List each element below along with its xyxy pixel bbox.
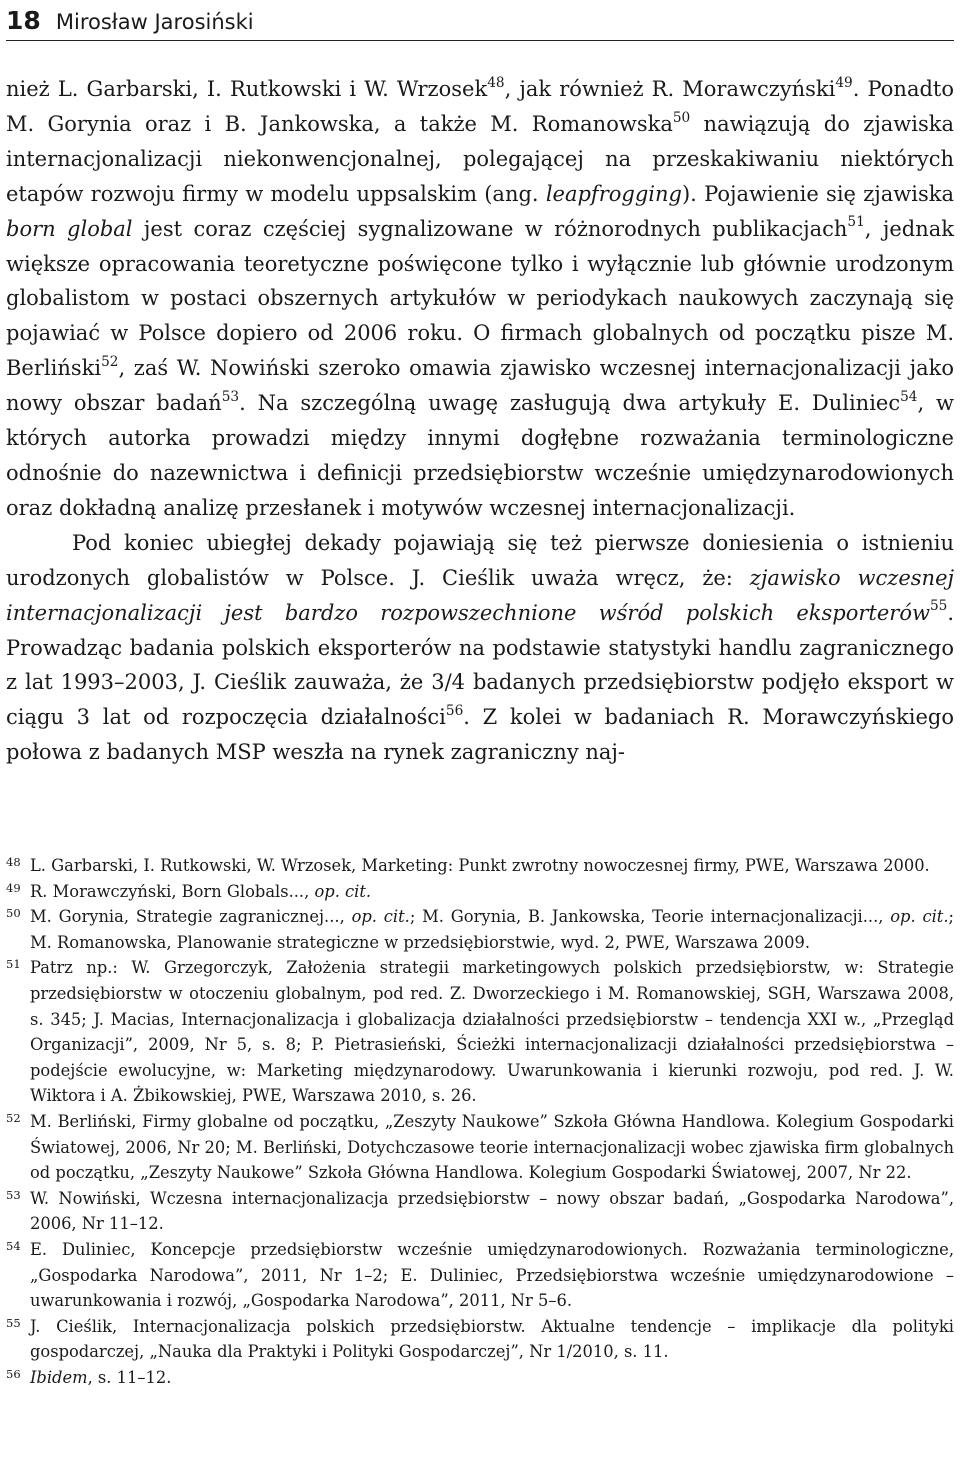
footnote-text — [30, 1368, 171, 1387]
footnote-number: 49 — [6, 880, 21, 895]
italic-text: leapfrogging — [545, 181, 682, 206]
footnotes — [6, 853, 954, 1390]
text-run: , zaś W. Nowiński szeroko omawia zjawisko wczesnej internacjonalizacji jako nowy obszar badań — [6, 356, 954, 416]
page-number: 18 — [6, 6, 41, 35]
text-run: Patrz np.: W. Grzegorczyk, Założenia strategii marketingowych polskich przedsiębiorstw, w: Strategie przedsiębiorstw w otoczeniu globalnym, pod red. Z. Dworzeckiego i M. Romanowskiej, SGH, Warszawa 2008, s. 345; J. Macias, Internacjonalizacja i globalizacja działalności przedsiębiorstw – tendencja XXI w., „Przegląd Organizacji”, 2009, Nr 5, s. 8; P. Pietrasieński, Ścieżki internacjonalizacji działalności przedsiębiorstwa – podejście ewolucyjne, w: Marketing międzynarodowy. Uwarunkowania i kierunki rozwoju, pod red. J. W. Wiktora i A. Żbikowskiej, PWE, Warszawa 2010, s. 26. — [30, 958, 954, 1106]
italic-text: op. cit. — [351, 907, 410, 927]
text-run: nież L. Garbarski, I. Rutkowski i W. Wrzosek — [6, 77, 488, 101]
footnote — [6, 955, 954, 1109]
text-run: , jednak większe opracowania teoretyczne poświęcone tylko i wyłącznie lub głównie urodzonym globalistom w postaci obszernych artykułów w periodykach naukowych zaczynają się pojawiać w Polsce dopiero od 2006 roku. O firmach globalnych od początku pisze M. Berliński — [6, 216, 954, 381]
footnote-text — [30, 1112, 954, 1182]
footnote-reference: 56 — [445, 702, 464, 719]
text-run: , jak również R. Morawczyński — [504, 77, 836, 101]
text-run: W. Nowiński, Wczesna internacjonalizacja przedsiębiorstw – nowy obszar badań, „Gospodarka Narodowa”, 2006, Nr 11–12. — [30, 1188, 954, 1234]
page-header — [6, 2, 954, 41]
footnote-reference: 52 — [101, 353, 119, 370]
text-run: J. Cieślik, Internacjonalizacja polskich przedsiębiorstw. Aktualne tendencje – implikacje dla polityki gospodarczej, „Nauka dla Praktyki i Polityki Gospodarczej”, Nr 1/2010, s. 11. — [30, 1316, 954, 1362]
footnote — [6, 1237, 954, 1314]
text-run: nawiązują do zjawiska internacjonalizacji niekonwencjonalnej, polegającej na przeskakiwaniu niektórych etapów rozwoju firmy w modelu uppsalskim (ang. — [6, 111, 955, 206]
footnote — [6, 1109, 954, 1186]
footnote — [6, 1365, 954, 1391]
text-run: ; M. Gorynia, B. Jankowska, Teorie internacjonalizacji..., — [409, 907, 891, 927]
text-run: . Z kolei w badaniach R. Morawczyńskiego połowa z badanych MSP weszła na rynek zagraniczny naj- — [6, 705, 955, 765]
text-run: M. Berliński, Firmy globalne od początku, „Zeszyty Naukowe” Szkoła Główna Handlowa. Kolegium Gospodarki Światowej, 2006, Nr 20; M. Berliński, Dotychczasowe teorie internacjonalizacji wobec zjawiska firm globalnych od początku, „Zeszyty Naukowe” Szkoła Główna Handlowa. Kolegium Gospodarki Światowej, 2007, Nr 22. — [30, 1111, 954, 1183]
footnote-number: 55 — [6, 1315, 21, 1330]
footnote — [6, 904, 954, 955]
text-run: , w których autorka prowadzi między innymi dogłębne rozważania terminologiczne odnośnie do nazewnictwa i definicji przedsiębiorstw wcześnie umiędzynarodowionych oraz dokładną analizę przesłanek i motywów wczesnej internacjonalizacji. — [6, 391, 955, 520]
italic-text: born global — [6, 216, 133, 241]
footnote-reference: 49 — [835, 74, 853, 91]
footnote-reference: 55 — [929, 598, 948, 615]
text-run: ). — [681, 181, 705, 206]
text-run: , s. 11–12. — [87, 1367, 172, 1387]
italic-text: zjawisko wczesnej internacjonalizacji jest bardzo rozpowszechnione wśród polskich eksporterów — [6, 565, 955, 625]
text-run: M. Gorynia, Strategie zagranicznej..., — [30, 907, 352, 927]
paragraph — [6, 526, 954, 770]
footnote-number: 56 — [6, 1366, 21, 1381]
text-run: . Na szczególną uwagę zasługują dwa artykuły E. Duliniec — [239, 391, 901, 416]
text-run: ; M. Romanowska, Planowanie strategiczne w przedsiębiorstwie, wyd. 2, PWE, Warszawa 2009. — [30, 907, 954, 952]
text-run: E. Duliniec, Koncepcje przedsiębiorstw wcześnie umiędzynarodowionych. Rozważania terminologiczne, „Gospodarka Narodowa”, 2011, Nr 1–2; E. Duliniec, Przedsiębiorstwa wcześnie umiędzynarodowione – uwarunkowania i rozwój, „Gospodarka Narodowa”, 2011, Nr 5–6. — [30, 1239, 954, 1311]
footnote-text — [30, 1240, 954, 1310]
text-run: Pojawienie się zjawiska — [704, 181, 955, 206]
footnote-reference: 51 — [847, 214, 865, 231]
footnote-text — [30, 958, 954, 1105]
footnote-reference: 50 — [672, 109, 691, 126]
text-run: jest coraz częściej sygnalizowane w różnorodnych publikacjach — [132, 216, 848, 241]
italic-text: Ibidem — [30, 1367, 88, 1387]
text-run: L. Garbarski, I. Rutkowski, W. Wrzosek, Marketing: Punkt zwrotny nowoczesnej firmy, PWE, Warszawa 2000. — [30, 856, 930, 875]
footnote-reference: 54 — [900, 388, 918, 405]
footnote-text — [30, 882, 371, 901]
footnote — [6, 1314, 954, 1365]
main-text — [6, 72, 954, 770]
footnote-reference: 53 — [221, 388, 240, 405]
footnote-number: 54 — [6, 1238, 21, 1253]
footnote-number: 48 — [6, 855, 21, 869]
footnote-text — [30, 907, 954, 952]
text-run: R. Morawczyński, Born Globals..., — [30, 881, 315, 901]
paragraph — [6, 72, 954, 526]
footnote-number: 50 — [6, 906, 21, 921]
footnote-number: 53 — [6, 1187, 21, 1202]
text-run: . Ponadto M. Gorynia oraz i B. Jankowska, a także M. Romanowska — [6, 77, 954, 136]
footnote — [6, 1186, 954, 1237]
footnote — [6, 853, 954, 879]
footnote-text — [30, 1189, 954, 1234]
running-head-author: Mirosław Jarosiński — [55, 10, 254, 34]
italic-text: op. cit. — [890, 907, 949, 927]
footnote-number: 52 — [6, 1110, 21, 1125]
footnote — [6, 879, 954, 905]
text-run: Pod koniec ubiegłej dekady pojawiają się też pierwsze doniesienia o istnieniu urodzonych globalistów w Polsce. J. Cieślik uważa wręcz, że: — [6, 530, 954, 590]
footnote-text — [30, 856, 930, 875]
footnote-reference: 48 — [487, 74, 505, 91]
text-run: . Prowadząc badania polskich eksporterów na podstawie statystyki handlu zagranicznego z lat 1993–2003, J. Cieślik zauważa, że 3/4 badanych przedsiębiorstw podjęło eksport w ciągu 3 lat od rozpoczęcia działalności — [6, 600, 954, 730]
footnote-number: 51 — [6, 957, 21, 972]
footnote-text — [30, 1317, 954, 1362]
italic-text: op. cit. — [314, 881, 372, 901]
